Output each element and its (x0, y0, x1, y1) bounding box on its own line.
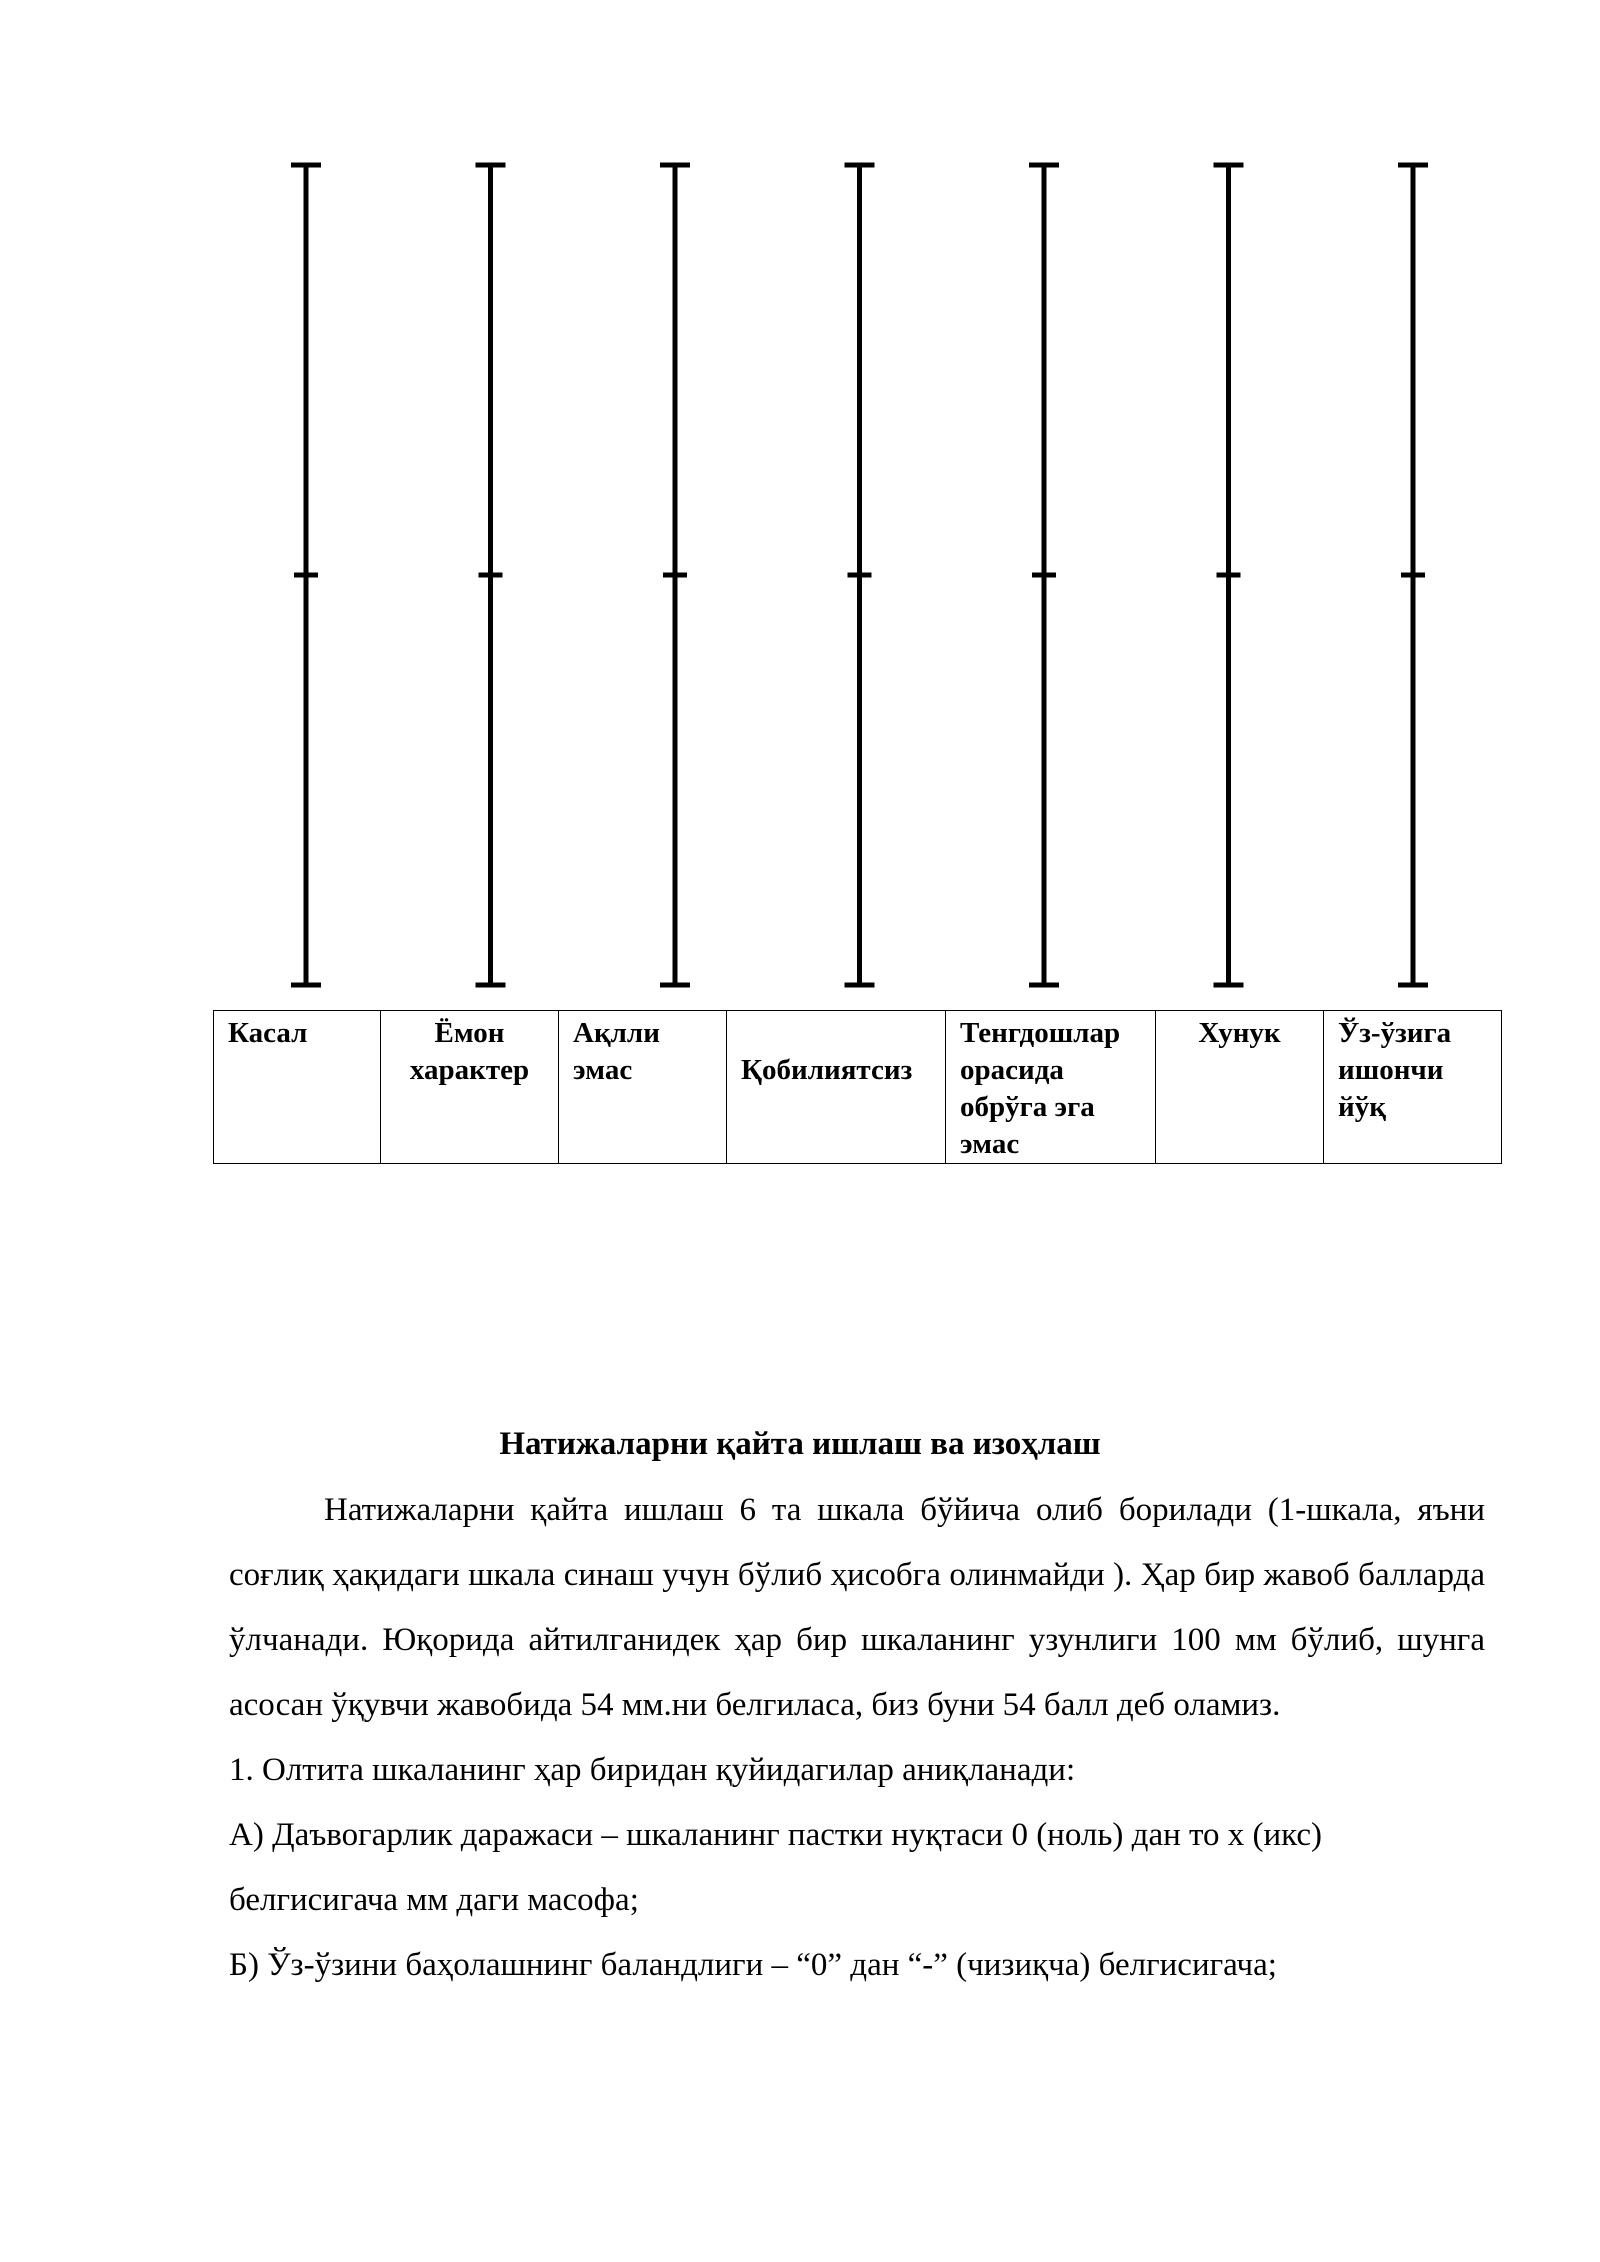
label-ugly: Хунук (1156, 1011, 1324, 1164)
label-no-peer-authority: Тенгдошлар орасида обрўга эга эмас (946, 1011, 1156, 1164)
list-item-1: 1. Олтита шкаланинг ҳар биридан қуйидагилар аниқланади: (229, 1752, 1076, 1788)
body-text (229, 1478, 1485, 1998)
label-no-self-confidence: Ўз-ўзига ишончи йўқ (1324, 1011, 1502, 1164)
paragraph-processing: Натижаларни қайта ишлаш 6 та шкала бўйича олиб борилади (1-шкала, яъни соғлиқ ҳақидаги шкала синаш учун бўлиб ҳисобга олинмайди ). Ҳар бир жавоб балларда ўлчанади. Юқорида айтилганидек ҳар бир шкаланинг узунлиги 100 мм бўлиб, шунга асосан ўқувчи жавобида 54 мм.ни белгиласа, биз буни 54 балл деб оламиз. (229, 1492, 1485, 1723)
list-item-a: А) Даъвогарлик даражаси – шкаланинг пастки нуқтаси 0 (ноль) дан то x (икс) белгисигача мм даги масофа; (229, 1817, 1322, 1918)
table-row (214, 1011, 1502, 1164)
label-not-smart: Ақлли эмас (559, 1011, 727, 1164)
label-incapable: Қобилиятсиз (727, 1011, 946, 1164)
label-sick: Касал (214, 1011, 381, 1164)
list-item-b: Б) Ўз-ўзини баҳолашнинг баландлиги – “0” дан “-” (чизиқча) белгисигача; (229, 1947, 1277, 1983)
scale-labels-table (213, 1010, 1502, 1164)
label-bad-character: Ёмон характер (381, 1011, 559, 1164)
scales-diagram (0, 0, 1600, 1000)
section-title: Натижаларни қайта ишлаш ва изоҳлаш (499, 1426, 1101, 1462)
